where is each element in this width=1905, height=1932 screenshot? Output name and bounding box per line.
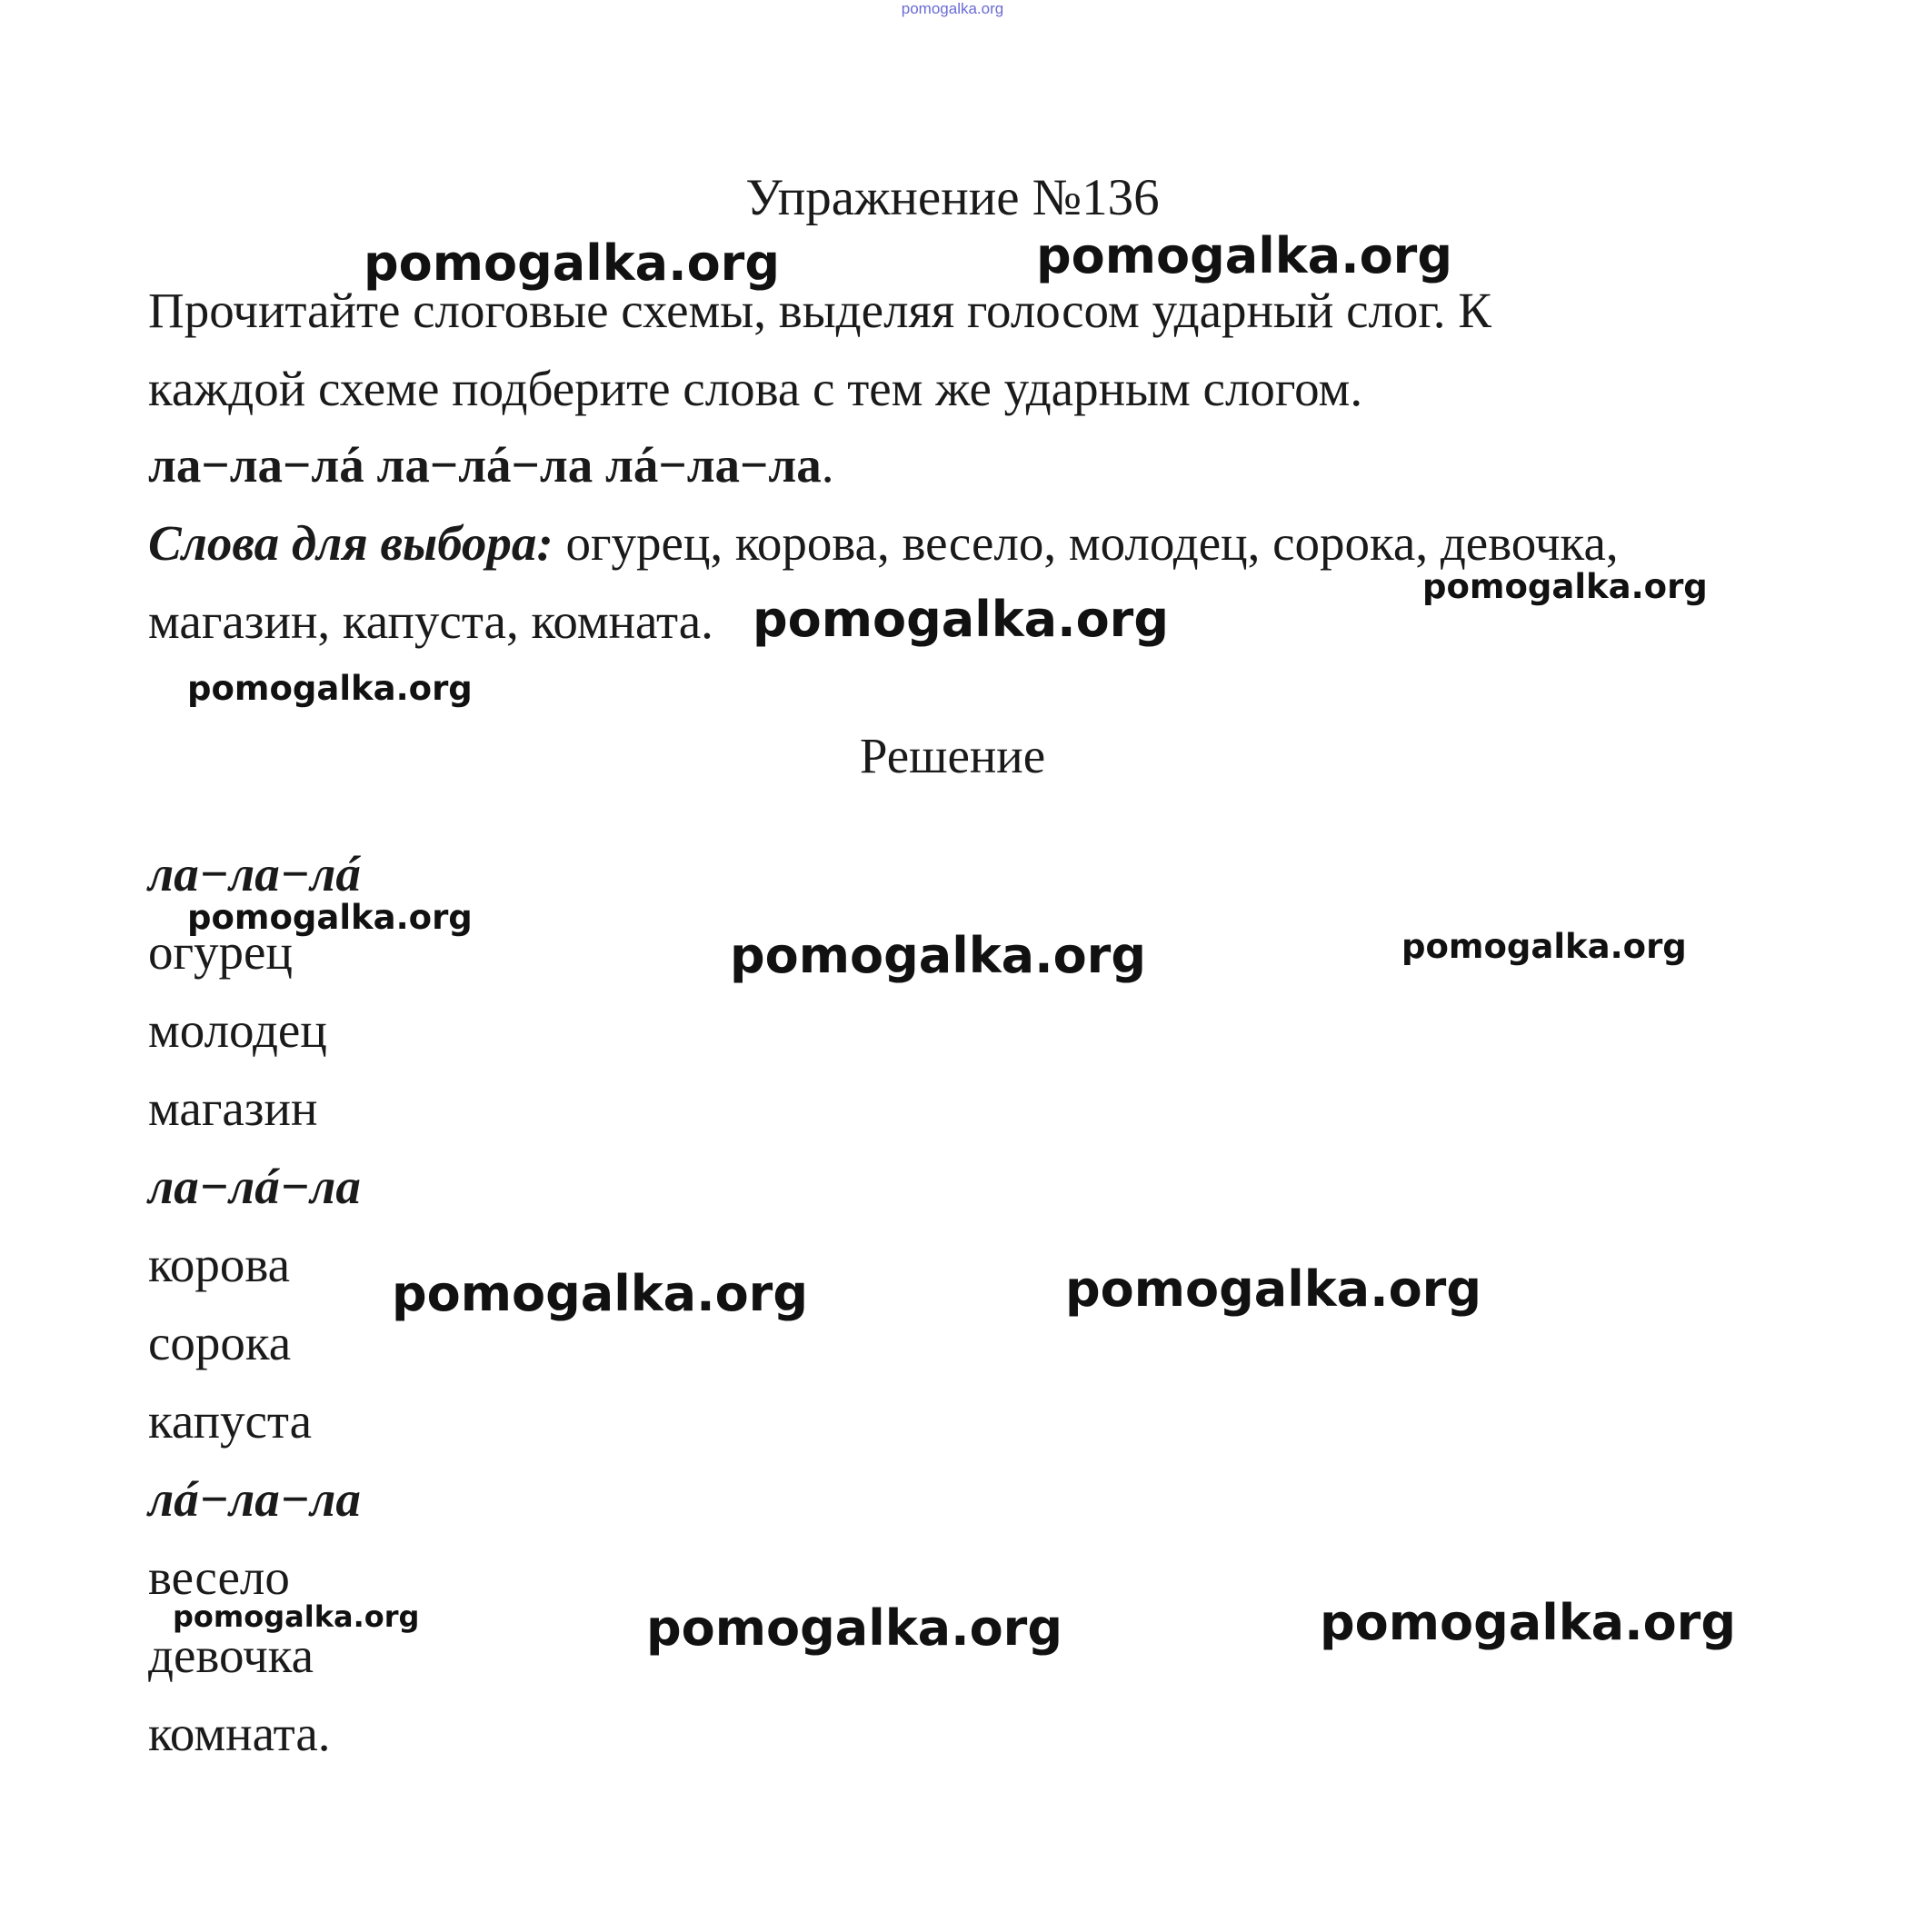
answer-word: девочка bbox=[148, 1628, 314, 1683]
exercise-title: Упражнение №136 bbox=[745, 169, 1160, 226]
words-choice-list-1: огурец, корова, весело, молодец, сорока, девочка, bbox=[565, 515, 1619, 571]
watermark: pomogalka.org bbox=[187, 898, 473, 937]
watermark: pomogalka.org bbox=[1401, 927, 1687, 966]
watermark: pomogalka.org bbox=[1320, 1594, 1736, 1651]
answer-word: молодец bbox=[148, 1002, 327, 1058]
answer-word: весело bbox=[148, 1549, 290, 1605]
answer-word: огурец bbox=[148, 924, 293, 980]
answer-word: сорока bbox=[148, 1315, 292, 1370]
task-line-2: каждой схеме подберите слова с тем же ударным слогом. bbox=[148, 361, 1363, 416]
answer-word: капуста bbox=[148, 1393, 313, 1449]
top-watermark: pomogalka.org bbox=[901, 0, 1004, 17]
answer-word: корова bbox=[148, 1237, 291, 1292]
words-choice-label: Слова для выбора: bbox=[148, 515, 554, 571]
watermark: pomogalka.org bbox=[1065, 1260, 1481, 1318]
schemes-period: . bbox=[821, 437, 834, 493]
answer-word: комната. bbox=[148, 1706, 331, 1761]
watermark: pomogalka.org bbox=[1422, 567, 1708, 606]
schemes-line bbox=[148, 436, 834, 494]
solution-heading: Решение bbox=[859, 728, 1046, 783]
watermark: pomogalka.org bbox=[646, 1599, 1062, 1657]
watermark: pomogalka.org bbox=[187, 669, 473, 708]
task-line-1: Прочитайте слоговые схемы, выделяя голосом ударный слог. К bbox=[148, 283, 1491, 338]
syllable-schemes: ла−ла−лá ла−лá−ла лá−ла−ла bbox=[148, 437, 822, 493]
watermark: pomogalka.org bbox=[392, 1265, 808, 1322]
answer-word: магазин bbox=[148, 1081, 318, 1136]
watermark: pomogalka.org bbox=[730, 927, 1146, 984]
words-choice-line-2: магазин, капуста, комната. bbox=[148, 593, 713, 649]
watermark: pomogalka.org bbox=[364, 234, 780, 292]
watermark: pomogalka.org bbox=[1036, 227, 1452, 284]
words-choice-line bbox=[148, 514, 1619, 573]
watermark: pomogalka.org bbox=[753, 591, 1169, 648]
scheme-heading-1: ла−ла−лá bbox=[148, 846, 361, 901]
watermark: pomogalka.org bbox=[173, 1599, 420, 1634]
scheme-heading-3: лá−ла−ла bbox=[148, 1471, 361, 1527]
scheme-heading-2: ла−лá−ла bbox=[148, 1159, 361, 1214]
